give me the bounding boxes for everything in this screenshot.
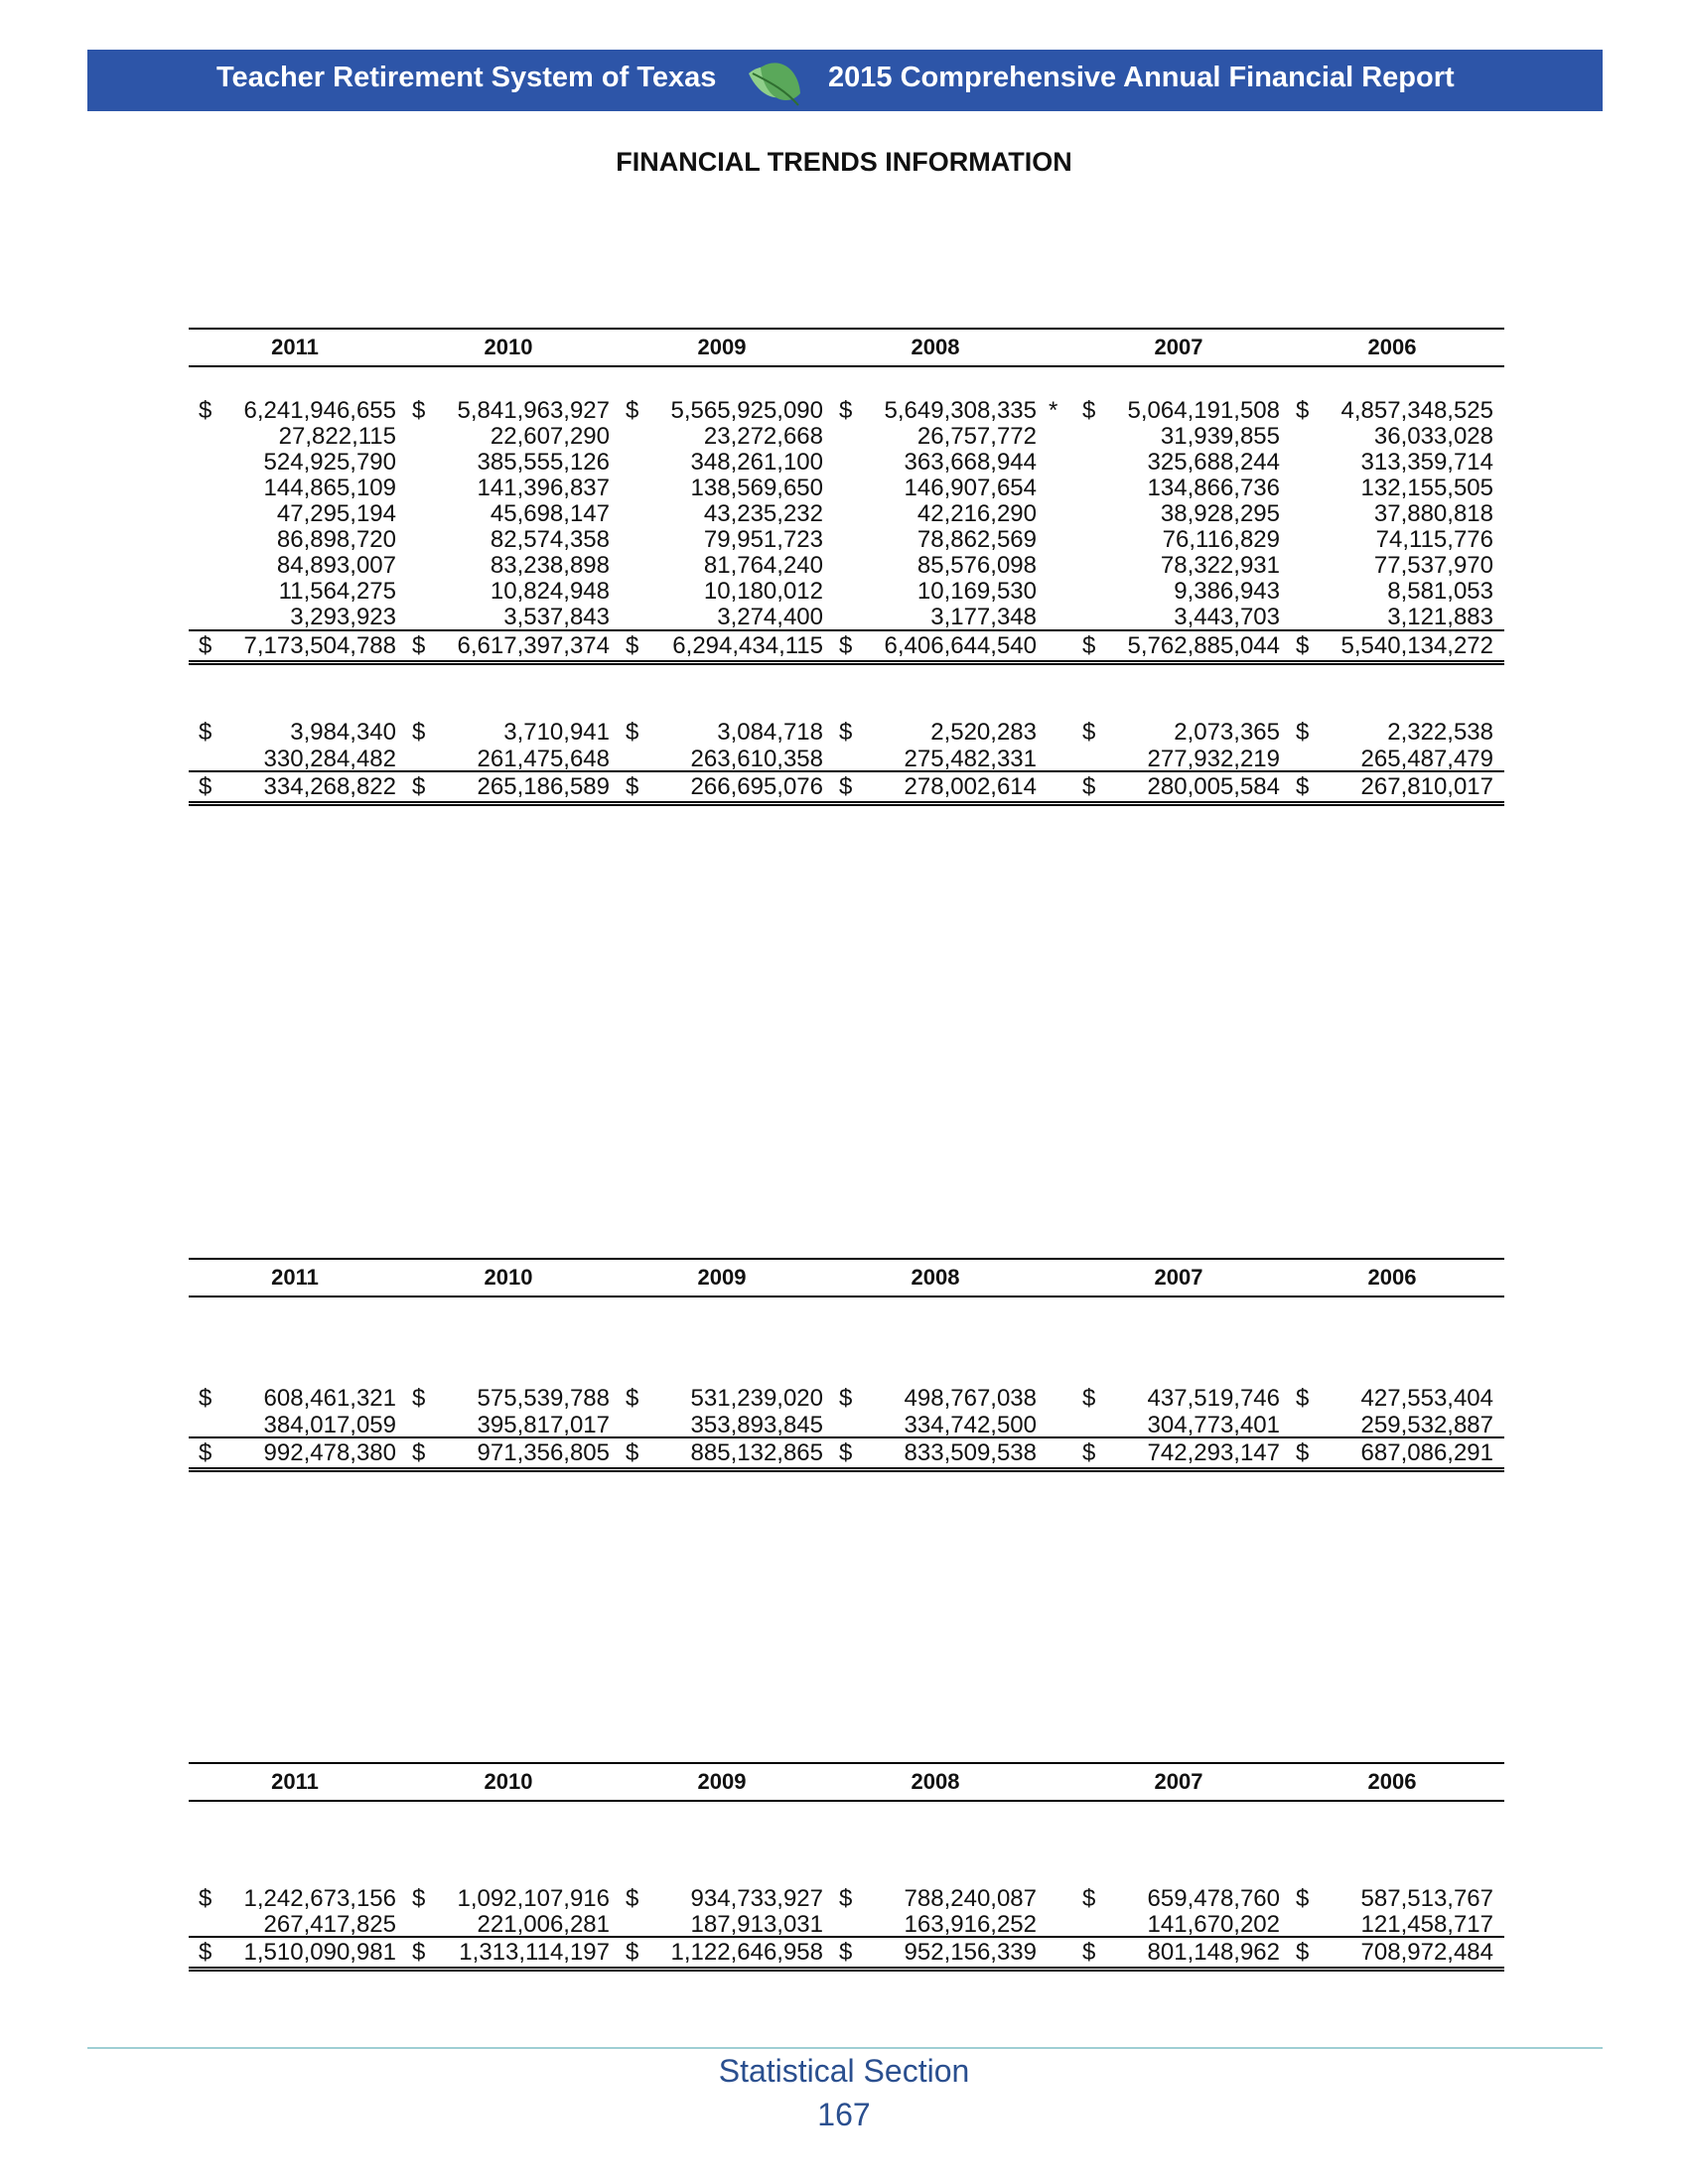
amount: 5,540,134,272	[1340, 632, 1493, 659]
amount: 1,510,090,981	[243, 1939, 396, 1966]
report-name: 2015 Comprehensive Annual Financial Report	[828, 62, 1455, 93]
value-cell	[1072, 773, 1286, 803]
currency-symbol: $	[1082, 1885, 1096, 1912]
currency-symbol: $	[1296, 632, 1310, 659]
currency-symbol: $	[412, 397, 426, 424]
year-label: 2007	[1154, 335, 1203, 359]
currency-symbol: $	[1082, 719, 1096, 746]
amount: 121,458,717	[1360, 1911, 1493, 1938]
amount: 45,698,147	[490, 500, 610, 527]
currency-symbol: $	[412, 1439, 426, 1466]
currency-symbol: $	[626, 1885, 639, 1912]
currency-symbol: $	[626, 1385, 639, 1412]
amount: 531,239,020	[690, 1385, 823, 1412]
amount: 37,880,818	[1373, 500, 1493, 527]
amount: 348,261,100	[690, 449, 823, 476]
leaf-logo-icon	[743, 54, 806, 109]
amount: 266,695,076	[690, 773, 823, 800]
year-label: 2008	[911, 1769, 960, 1794]
currency-symbol: $	[199, 1885, 212, 1912]
value-cell	[829, 1939, 1043, 1969]
value-cell	[616, 1385, 829, 1415]
currency-symbol: $	[199, 1385, 212, 1412]
currency-symbol: $	[839, 1939, 853, 1966]
amount: 27,822,115	[278, 423, 396, 450]
value-cell	[829, 632, 1043, 662]
amount: 163,916,252	[904, 1911, 1037, 1938]
year-label: 2009	[697, 1265, 747, 1290]
currency-symbol: $	[199, 1939, 212, 1966]
amount: 385,555,126	[477, 449, 610, 476]
year-label: 2007	[1154, 1265, 1203, 1290]
value-cell	[189, 719, 402, 749]
page-title: FINANCIAL TRENDS INFORMATION	[616, 147, 1072, 177]
year-label: 2008	[911, 1265, 960, 1290]
amount: 9,386,943	[1174, 578, 1280, 605]
amount: 86,898,720	[276, 526, 396, 553]
amount: 78,862,569	[916, 526, 1037, 553]
value-cell	[1286, 1385, 1499, 1415]
year-header-row	[189, 328, 1504, 367]
amount: 334,742,500	[904, 1412, 1037, 1438]
amount: 42,216,290	[916, 500, 1037, 527]
amount: 6,241,946,655	[243, 397, 396, 424]
year-label: 2006	[1367, 1769, 1417, 1794]
amount: 43,235,232	[703, 500, 823, 527]
amount: 138,569,650	[690, 475, 823, 501]
amount: 3,984,340	[290, 719, 396, 746]
amount: 3,177,348	[930, 604, 1037, 630]
currency-symbol: $	[839, 397, 853, 424]
amount: 38,928,295	[1160, 500, 1280, 527]
value-cell	[616, 1939, 829, 1969]
year-header-row	[189, 1762, 1504, 1802]
amount: 952,156,339	[904, 1939, 1037, 1966]
value-cell	[402, 632, 616, 662]
amount: 79,951,723	[703, 526, 823, 553]
value-cell	[829, 1439, 1043, 1469]
amount: 134,866,736	[1147, 475, 1280, 501]
currency-symbol: $	[412, 773, 426, 800]
value-cell	[616, 1439, 829, 1469]
value-cell	[829, 719, 1043, 749]
amount: 83,238,898	[490, 552, 610, 579]
amount: 384,017,059	[263, 1412, 396, 1438]
amount: 325,688,244	[1147, 449, 1280, 476]
amount: 575,539,788	[477, 1385, 610, 1412]
amount: 278,002,614	[904, 773, 1037, 800]
currency-symbol: $	[839, 1385, 853, 1412]
amount: 280,005,584	[1147, 773, 1280, 800]
currency-symbol: $	[839, 632, 853, 659]
value-cell	[402, 719, 616, 749]
value-cell	[189, 1939, 402, 1969]
amount: 261,475,648	[477, 746, 610, 772]
amount: 2,520,283	[930, 719, 1037, 746]
amount: 8,581,053	[1387, 578, 1493, 605]
amount: 221,006,281	[477, 1911, 610, 1938]
currency-symbol: $	[412, 1885, 426, 1912]
amount: 263,610,358	[690, 746, 823, 772]
year-label: 2009	[697, 335, 747, 359]
value-cell	[829, 773, 1043, 803]
amount: 144,865,109	[263, 475, 396, 501]
year-label: 2008	[911, 335, 960, 359]
value-cell	[616, 632, 829, 662]
amount: 3,710,941	[503, 719, 610, 746]
currency-symbol: $	[839, 1885, 853, 1912]
currency-symbol: $	[839, 1439, 853, 1466]
total-row	[189, 1936, 1504, 1972]
year-label: 2010	[484, 335, 533, 359]
currency-symbol: $	[199, 632, 212, 659]
amount: 259,532,887	[1360, 1412, 1493, 1438]
amount: 77,537,970	[1373, 552, 1493, 579]
amount: 427,553,404	[1360, 1385, 1493, 1412]
amount: 934,733,927	[690, 1885, 823, 1912]
amount: 84,893,007	[276, 552, 396, 579]
value-cell	[189, 1439, 402, 1469]
currency-symbol: $	[1296, 719, 1310, 746]
amount: 608,461,321	[263, 1385, 396, 1412]
currency-symbol: $	[199, 1439, 212, 1466]
amount: 141,670,202	[1147, 1911, 1280, 1938]
amount: 23,272,668	[703, 423, 823, 450]
value-cell	[402, 773, 616, 803]
currency-symbol: $	[839, 773, 853, 800]
currency-symbol: $	[1082, 397, 1096, 424]
amount: 78,322,931	[1160, 552, 1280, 579]
currency-symbol: $	[626, 632, 639, 659]
amount: 277,932,219	[1147, 746, 1280, 772]
currency-symbol: $	[626, 1939, 639, 1966]
total-row	[189, 770, 1504, 806]
value-cell	[1072, 1439, 1286, 1469]
amount: 267,417,825	[263, 1911, 396, 1938]
table-row	[189, 719, 1504, 749]
value-cell	[1072, 719, 1286, 749]
value-cell	[1286, 719, 1499, 749]
year-label: 2009	[697, 1769, 747, 1794]
amount: 3,274,400	[717, 604, 823, 630]
amount: 1,092,107,916	[457, 1885, 610, 1912]
amount: 5,064,191,508	[1127, 397, 1280, 424]
value-cell	[402, 1385, 616, 1415]
value-cell	[616, 773, 829, 803]
amount: 437,519,746	[1147, 1385, 1280, 1412]
page-number: 167	[817, 2097, 871, 2132]
currency-symbol: $	[199, 397, 212, 424]
amount: 10,824,948	[490, 578, 610, 605]
amount: 10,169,530	[916, 578, 1037, 605]
amount: 353,893,845	[690, 1412, 823, 1438]
year-label: 2007	[1154, 1769, 1203, 1794]
amount: 3,084,718	[717, 719, 823, 746]
currency-symbol: $	[199, 773, 212, 800]
amount: 47,295,194	[276, 500, 396, 527]
amount: 659,478,760	[1147, 1885, 1280, 1912]
currency-symbol: $	[1296, 773, 1310, 800]
currency-symbol: $	[412, 719, 426, 746]
footer-section-name: Statistical Section	[718, 2053, 970, 2089]
amount: 971,356,805	[477, 1439, 610, 1466]
year-label: 2006	[1367, 335, 1417, 359]
currency-symbol: $	[1082, 632, 1096, 659]
amount: 132,155,505	[1360, 475, 1493, 501]
value-cell	[1286, 1439, 1499, 1469]
amount: 587,513,767	[1360, 1885, 1493, 1912]
value-cell	[402, 1939, 616, 1969]
currency-symbol: $	[1082, 773, 1096, 800]
amount: 788,240,087	[904, 1885, 1037, 1912]
amount: 6,294,434,115	[672, 632, 823, 659]
amount: 5,649,308,335	[884, 397, 1037, 424]
amount: 22,607,290	[490, 423, 610, 450]
currency-symbol: $	[839, 719, 853, 746]
amount: 6,617,397,374	[457, 632, 610, 659]
currency-symbol: $	[1082, 1439, 1096, 1466]
total-row	[189, 1436, 1504, 1472]
currency-symbol: $	[199, 719, 212, 746]
amount: 801,148,962	[1147, 1939, 1280, 1966]
amount: 5,841,963,927	[457, 397, 610, 424]
amount: 36,033,028	[1373, 423, 1493, 450]
amount: 885,132,865	[690, 1439, 823, 1466]
value-cell	[402, 1439, 616, 1469]
amount: 10,180,012	[703, 578, 823, 605]
amount: 5,762,885,044	[1127, 632, 1280, 659]
amount: 267,810,017	[1360, 773, 1493, 800]
amount: 304,773,401	[1147, 1412, 1280, 1438]
currency-symbol: $	[1296, 1439, 1310, 1466]
amount: 146,907,654	[904, 475, 1037, 501]
amount: 76,116,829	[1162, 526, 1280, 553]
amount: 708,972,484	[1360, 1939, 1493, 1966]
amount: 275,482,331	[904, 746, 1037, 772]
amount: 833,509,538	[904, 1439, 1037, 1466]
currency-symbol: $	[1082, 1385, 1096, 1412]
amount: 3,537,843	[503, 604, 610, 630]
amount: 742,293,147	[1147, 1439, 1280, 1466]
value-cell	[1072, 1939, 1286, 1969]
value-cell	[616, 719, 829, 749]
value-cell	[1286, 1939, 1499, 1969]
report-header-banner	[87, 50, 1603, 111]
year-header-row	[189, 1258, 1504, 1297]
year-label: 2010	[484, 1265, 533, 1290]
amount: 74,115,776	[1375, 526, 1493, 553]
currency-symbol: $	[1296, 397, 1310, 424]
currency-symbol: $	[626, 397, 639, 424]
year-label: 2010	[484, 1769, 533, 1794]
amount: 6,406,644,540	[884, 632, 1037, 659]
year-label: 2011	[271, 1265, 319, 1290]
amount: 1,122,646,958	[670, 1939, 823, 1966]
amount: 31,939,855	[1160, 423, 1280, 450]
value-cell	[829, 1385, 1043, 1415]
amount: 313,359,714	[1360, 449, 1493, 476]
currency-symbol: $	[412, 1385, 426, 1412]
year-label: 2011	[271, 1769, 319, 1794]
amount: 81,764,240	[703, 552, 823, 579]
amount: 2,073,365	[1174, 719, 1280, 746]
value-cell	[189, 1385, 402, 1415]
amount: 3,443,703	[1174, 604, 1280, 630]
amount: 141,396,837	[477, 475, 610, 501]
table-row	[189, 1385, 1504, 1415]
currency-symbol: $	[626, 1439, 639, 1466]
value-cell	[1072, 632, 1286, 662]
amount: 363,668,944	[904, 449, 1037, 476]
amount: 524,925,790	[263, 449, 396, 476]
amount: 1,313,114,197	[459, 1939, 610, 1966]
footnote-marker: *	[1049, 397, 1058, 424]
currency-symbol: $	[626, 773, 639, 800]
footer-divider	[87, 2047, 1603, 2049]
amount: 1,242,673,156	[243, 1885, 396, 1912]
amount: 265,487,479	[1360, 746, 1493, 772]
organization-name: Teacher Retirement System of Texas	[216, 62, 717, 93]
value-cell	[189, 773, 402, 803]
amount: 11,564,275	[278, 578, 396, 605]
amount: 7,173,504,788	[243, 632, 396, 659]
amount: 330,284,482	[263, 746, 396, 772]
year-label: 2006	[1367, 1265, 1417, 1290]
amount: 395,817,017	[477, 1412, 610, 1438]
currency-symbol: $	[1296, 1885, 1310, 1912]
currency-symbol: $	[1296, 1385, 1310, 1412]
value-cell	[1286, 773, 1499, 803]
currency-symbol: $	[1296, 1939, 1310, 1966]
amount: 687,086,291	[1360, 1439, 1493, 1466]
value-cell	[1072, 1385, 1286, 1415]
year-label: 2011	[271, 335, 319, 359]
currency-symbol: $	[626, 719, 639, 746]
currency-symbol: $	[412, 1939, 426, 1966]
amount: 498,767,038	[904, 1385, 1037, 1412]
amount: 992,478,380	[263, 1439, 396, 1466]
currency-symbol: $	[412, 632, 426, 659]
amount: 5,565,925,090	[670, 397, 823, 424]
amount: 85,576,098	[916, 552, 1037, 579]
amount: 334,268,822	[263, 773, 396, 800]
amount: 3,121,883	[1387, 604, 1493, 630]
total-row	[189, 629, 1504, 665]
amount: 187,913,031	[690, 1911, 823, 1938]
amount: 2,322,538	[1387, 719, 1493, 746]
amount: 265,186,589	[477, 773, 610, 800]
amount: 82,574,358	[490, 526, 610, 553]
value-cell	[1286, 632, 1499, 662]
amount: 26,757,772	[916, 423, 1037, 450]
amount: 3,293,923	[290, 604, 396, 630]
currency-symbol: $	[1082, 1939, 1096, 1966]
amount: 4,857,348,525	[1340, 397, 1493, 424]
value-cell	[189, 632, 402, 662]
